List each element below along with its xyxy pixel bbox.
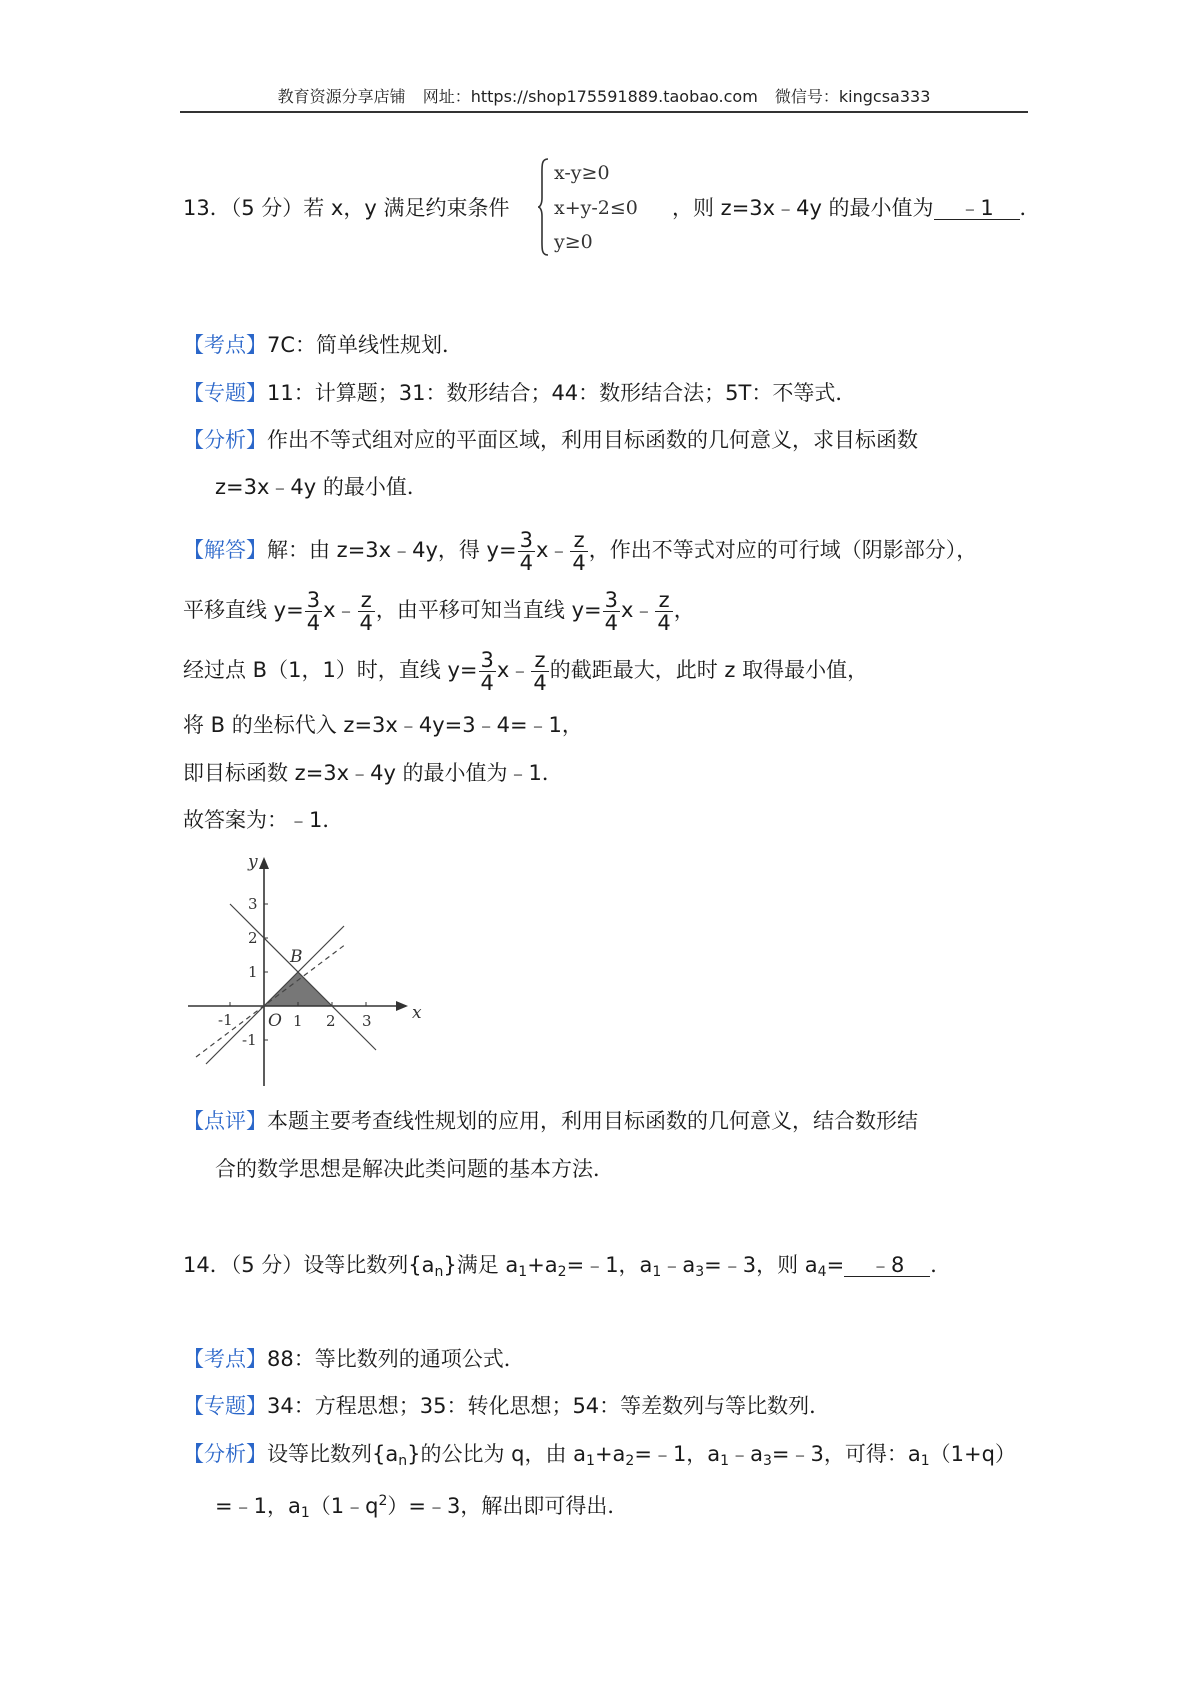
q13-fenxi: 【分析】作出不等式组对应的平面区域，利用目标函数的几何意义，求目标函数 [183, 428, 918, 452]
q14-fenxi-cont: =﹣1，$a_1(1﹣q^2)=﹣3$，解出即可得出． [215, 1493, 629, 1521]
header-divider [180, 111, 1028, 113]
shop-url-link[interactable]: https://shop175591889.taobao.com [470, 87, 758, 106]
q13-dianping-cont: 合的数学思想是解决此类问题的基本方法． [215, 1157, 614, 1181]
tick-label-x: 3 [362, 1012, 372, 1030]
q13-line5: 即目标函数 z=3x﹣4y 的最小值为﹣1． [183, 761, 563, 785]
fraction-z-4: $\frac{z}{4}$ [657, 587, 671, 635]
q14-kaodian: 【考点】88：等比数列的通项公式． [183, 1347, 525, 1371]
feasible-region-graph [186, 850, 426, 1090]
fraction-z-4: $\frac{z}{4}$ [533, 647, 547, 695]
q14-fenxi: 【分析】设等比数列$\{a_n\}$的公比为 q，由 $a_1+a_2=﹣1$，$a_1﹣a_3=﹣3$，可得：$a_1(1+q)$ [183, 1442, 1016, 1469]
tick-label-y: -1 [242, 1031, 257, 1049]
q13-kaodian: 【考点】7C：简单线性规划． [183, 333, 464, 357]
fraction-z-4: $\frac{z}{4}$ [572, 527, 586, 575]
q13-fenxi-cont: z=3x﹣4y 的最小值． [215, 475, 428, 499]
x-axis-label: x [412, 1003, 422, 1023]
fraction-z-4: $\frac{z}{4}$ [359, 587, 373, 635]
constraint-2: x+y-2≤0 [554, 197, 638, 219]
q13-jieda-line3: 经过点 B（1，1）时，直线 y= $\frac{3}{4}$ x﹣ $\frac{z}{4}$ 的截距最大，此时 z 取得最小值， [183, 647, 869, 695]
q14-zhuanti: 【专题】34：方程思想；35：转化思想；54：等差数列与等比数列． [183, 1394, 831, 1418]
q14-stem: 14．（5 分）设等比数列$\{a_n\}$满足 $a_1+a_2=﹣1$，$a_1﹣a_3=﹣3$，则 $a_4=$ ﹣8 ． [183, 1253, 952, 1280]
tick-label-x: 2 [326, 1012, 336, 1030]
wechat-text: 微信号：kingcsa333 [774, 87, 931, 106]
url-text: 网址：https://shop175591889.taobao.com [422, 87, 758, 106]
feasible-region-shade [264, 972, 332, 1006]
q13-zhuanti: 【专题】11：计算题；31：数形结合；44：数形结合法；5T：不等式． [183, 381, 857, 405]
tick-label-x: -1 [218, 1011, 233, 1029]
q13-stem-tail: ，则 z=3x﹣4y 的最小值为 ﹣1 ． [672, 196, 1041, 220]
point-b-label: B [290, 947, 303, 967]
shop-name: 教育资源分享店铺 [277, 87, 406, 106]
fenxi-tag: 【分析】 [183, 428, 267, 452]
line-y-equals-x [206, 926, 344, 1064]
kaodian-tag: 【考点】 [183, 1347, 267, 1371]
dianping-tag: 【点评】 [183, 1109, 267, 1133]
origin-label: O [268, 1011, 282, 1031]
brace-icon [537, 158, 549, 256]
fraction-3-4: $\frac{3}{4}$ [519, 527, 533, 575]
q13-line4: 将 B 的坐标代入 z=3x﹣4y=3﹣4=﹣1， [183, 713, 583, 737]
zhuanti-tag: 【专题】 [183, 381, 267, 405]
q13-jieda-line1: 【解答】解：由 z=3x﹣4y，得 y= $\frac{3}{4}$ x﹣ $\frac{z}{4}$ ，作出不等式对应的可行域（阴影部分）， [183, 527, 978, 575]
constraint-1: x-y≥0 [554, 162, 610, 184]
zhuanti-tag: 【专题】 [183, 1394, 267, 1418]
fenxi-tag: 【分析】 [183, 1442, 267, 1466]
x-axis-arrow-icon [396, 1001, 408, 1011]
tick-label-y: 3 [248, 895, 258, 913]
kaodian-tag: 【考点】 [183, 333, 267, 357]
jieda-tag: 【解答】 [183, 538, 267, 562]
constraint-3: y≥0 [554, 231, 593, 253]
q13-answer: ﹣1 [934, 197, 1020, 220]
y-axis-arrow-icon [259, 857, 269, 869]
q13-dianping: 【点评】本题主要考查线性规划的应用，利用目标函数的几何意义，结合数形结 [183, 1109, 918, 1133]
q13-stem-lead: 13．（5 分）若 x，y 满足约束条件 [183, 196, 510, 220]
fraction-3-4: $\frac{3}{4}$ [480, 647, 494, 695]
page-header [180, 84, 1028, 107]
fraction-3-4: $\frac{3}{4}$ [306, 587, 321, 635]
fraction-3-4: $\frac{3}{4}$ [604, 587, 618, 635]
tick-label-x: 1 [293, 1012, 303, 1030]
tick-label-y: 2 [248, 929, 258, 947]
q14-answer: ﹣8 [844, 1254, 930, 1277]
q13-jieda-line2: 平移直线 y= $\frac{3}{4}$ x﹣ $\frac{z}{4}$ ，由平移可知当直线 y= $\frac{3}{4}$ x﹣ $\frac{z}{4}$ ， [183, 587, 695, 635]
tick-label-y: 1 [248, 963, 258, 981]
q13-line6: 故答案为：﹣1． [183, 808, 344, 832]
y-axis-label: y [248, 852, 258, 872]
